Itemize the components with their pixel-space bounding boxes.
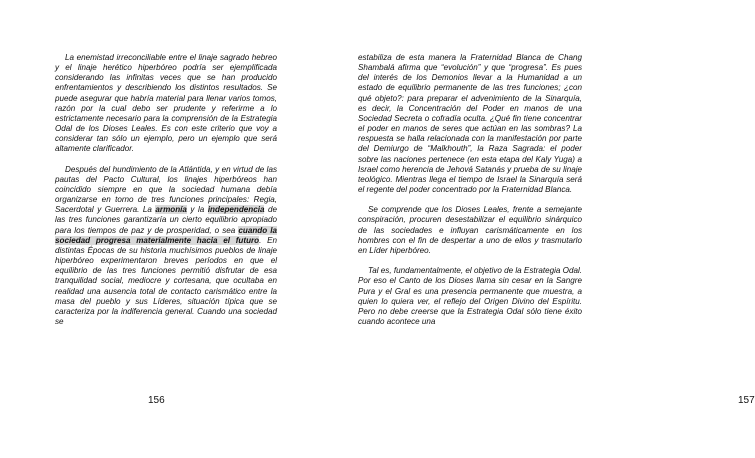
- highlight-independencia: independencia: [207, 205, 265, 215]
- highlight-progreso: cuando la sociedad progresa materialmente hacia el futuro: [55, 225, 277, 245]
- right-paragraph-1: estabiliza de esta manera la Fraternidad Blanca de Chang Shambalá afirma que “evolución” y que “progresa”. Es pues del interés de los Demonios llevar a la Humanidad a un estado de equilibrio permanente de las tres funciones; ¿con qué objeto?: para preparar el advenimiento de la Sinarquía, es decir, la Concentración del Poder en manos de una Sociedad Secreta o cofradía oculta. ¿Qué fin tiene concentrar el poder en manos de seres que actúan en las sombras? La respuesta se halla relacionada con la manifestación por parte del Demiurgo de “Malkhouth”, la Raza Sagrada: el poder sobre las naciones pertenece (en esta etapa del Kaly Yuga) a Israel como herencia de Jehová Satanás y prueba de su linaje teológico. Mientras llega el tiempo de Israel la Sinarquía será el regente del poder concentrado por la Fraternidad Blanca.: [358, 53, 582, 195]
- left-paragraph-1: La enemistad irreconciliable entre el linaje sagrado hebreo y el linaje herético hiperbóreo podría ser ejemplificada considerando las infinitas veces que se han producido enfrentamientos y describiendo los distintos resultados. Se puede asegurar que habría material para llenar varios tomos, razón por la cual debo ser prudente y referirme a lo estrictamente necesario para la comprensión de la Estrategia Odal de los Dioses Leales. Es con este criterio que voy a considerar tan sólo un ejemplo, pero un ejemplo que será altamente clarificador.: [55, 53, 277, 154]
- left-paragraph-2-part-4: . En distintas Épocas de su historia muchísimos pueblos de linaje hiperbóreo experimentaron breves períodos en que el equilibrio de las tres funciones permitió disfrutar de esa tranquilidad social, mediocre y cortesana, que ocultaba en realidad una ausencia total de contacto carismático entre la masa del pueblo y sus Líderes, situación típica que se caracteriza por la indiferencia general. Cuando una sociedad se: [55, 235, 277, 327]
- left-paragraph-2-part-3: de las tres funciones garantizaría un cierto equilibrio apropiado para los tiempos de paz y de prosperidad, o sea: [55, 205, 277, 235]
- right-paragraph-2: Se comprende que los Dioses Leales, frente a semejante conspiración, procuren desestabilizar el equilibrio sinárquico de las sociedades e influyan carismáticamente en los hombres con el fin de despertar a uno de ellos y trasmutarlo en Líder hiperbóreo.: [358, 205, 582, 255]
- right-page-number: 157: [738, 395, 755, 406]
- left-page: [0, 0, 300, 458]
- highlight-armonia: armonía: [155, 205, 187, 215]
- right-page-text: [358, 53, 582, 327]
- left-page-text: [55, 53, 277, 327]
- left-paragraph-2-part-2: y la: [186, 205, 208, 215]
- left-paragraph-2: [55, 165, 277, 328]
- right-paragraph-3: Tal es, fundamentalmente, el objetivo de la Estrategia Odal. Por eso el Canto de los Dioses llama sin cesar en la Sangre Pura y el Gral es una presencia permanente que muestra, a quien lo quiera ver, el reflejo del Origen Divino del Espíritu. Pero no debe creerse que la Estrategia Odal sólo tiene éxito cuando acontece una: [358, 266, 582, 327]
- left-paragraph-2-part-1: Después del hundimiento de la Atlántida, y en virtud de las pautas del Pacto Cultural, los linajes hiperbóreos han coincidido siempre en que la sociedad humana debía organizarse en torno de tres funciones principales: Regia, Sacerdotal y Guerrera. La: [55, 164, 277, 215]
- left-page-number: 156: [148, 395, 165, 406]
